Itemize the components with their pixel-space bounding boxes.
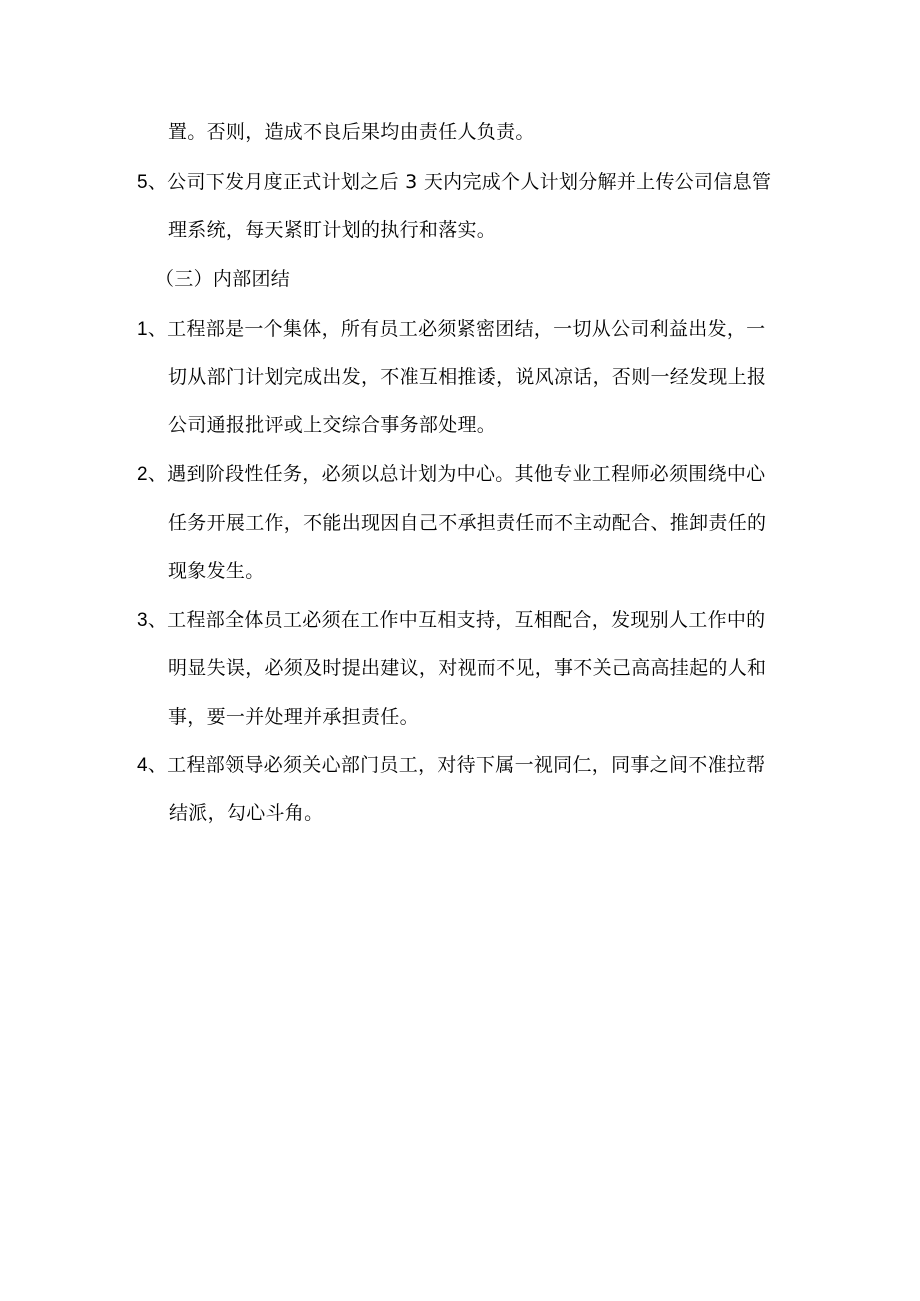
list-number: 2 <box>137 464 148 485</box>
list-item-2-line-1 <box>137 462 765 487</box>
list-item-text: 、公司下发月度正式计划之后 3 天内完成个人计划分解并上传公司信息管 <box>147 171 772 193</box>
list-number: 4 <box>137 755 148 776</box>
list-number: 5 <box>137 172 148 193</box>
list-number: 1 <box>137 319 148 340</box>
list-item-1-line-2: 切从部门计划完成出发，不准互相推诿，说风凉话，否则一经发现上报 <box>168 366 767 388</box>
list-item-text: 、工程部是一个集体，所有员工必须紧密团结，一切从公司利益出发，一 <box>147 318 766 340</box>
list-item-3-line-1 <box>137 608 765 633</box>
list-item-text: 、工程部领导必须关心部门员工，对待下属一视同仁，同事之间不准拉帮 <box>147 754 766 776</box>
list-item-1-line-1 <box>137 317 765 342</box>
list-item-3-line-3: 事，要一并处理并承担责任。 <box>168 706 419 728</box>
list-item-text: 、工程部全体员工必须在工作中互相支持，互相配合，发现别人工作中的 <box>147 609 766 631</box>
list-item-5-line-1 <box>137 170 771 195</box>
section-heading: （三）内部团结 <box>155 268 291 290</box>
list-item-text: 、遇到阶段性任务，必须以总计划为中心。其他专业工程师必须围绕中心 <box>147 463 766 485</box>
list-item-5-line-2: 理系统，每天紧盯计划的执行和落实。 <box>168 219 497 241</box>
list-item-2-line-3: 现象发生。 <box>168 560 265 582</box>
list-item-4-line-1 <box>137 753 765 778</box>
list-item-1-line-3: 公司通报批评或上交综合事务部处理。 <box>168 414 497 436</box>
list-item-3-line-2: 明显失误，必须及时提出建议，对视而不见，事不关己高高挂起的人和 <box>168 657 767 679</box>
list-item-2-line-2: 任务开展工作，不能出现因自己不承担责任而不主动配合、推卸责任的 <box>168 512 767 534</box>
list-item-4-line-2: 结派，勾心斗角。 <box>169 802 324 824</box>
continuation-text: 置。否则，造成不良后果均由责任人负责。 <box>168 121 535 143</box>
list-number: 3 <box>137 610 148 631</box>
